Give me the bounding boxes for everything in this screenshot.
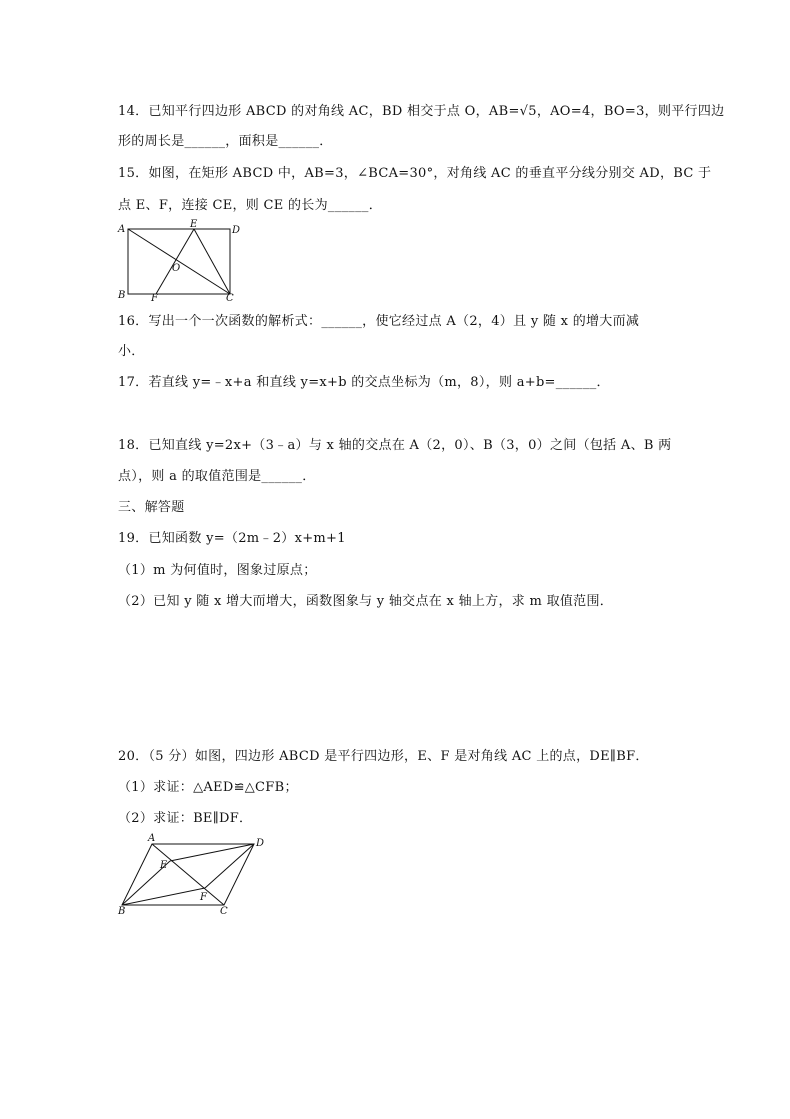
q15-line2: 点 E、F，连接 CE，则 CE 的长为______．: [118, 198, 383, 213]
section-heading: 三、解答题: [118, 500, 185, 515]
label-e: E: [160, 860, 168, 871]
q16-line1: 16．写出一个一次函数的解析式：______，使它经过点 A（2，4）且 y 随 x 的增大而减: [118, 314, 640, 329]
label-a: A: [148, 833, 156, 844]
label-b: B: [118, 906, 126, 917]
q17-line1: 17．若直线 y=﹣x+a 和直线 y=x+b 的交点坐标为（m，8），则 a+b=______．: [118, 375, 610, 390]
segment-de: [170, 844, 254, 861]
diagonal-ac: [152, 844, 224, 905]
q20-part2: （2）求证：BE∥DF．: [118, 811, 253, 826]
q20-part1: （1）求证：△AED≌△CFB；: [118, 780, 298, 795]
q16-line2: 小．: [118, 344, 145, 359]
label-e: E: [190, 219, 198, 230]
q19-line1: 19．已知函数 y=（2m﹣2）x+m+1: [118, 531, 346, 546]
q18-line1: 18．已知直线 y=2x+（3﹣a）与 x 轴的交点在 A（2，0）、B（3，0）之间（包括 A、B 两: [118, 438, 672, 453]
label-f: F: [200, 892, 207, 903]
label-o: O: [172, 263, 181, 274]
perpendicular-bisector-ef: [156, 229, 194, 294]
q18-line2: 点），则 a 的取值范围是______．: [118, 469, 316, 484]
label-d: D: [232, 225, 241, 236]
label-c: C: [226, 293, 234, 304]
q20-figure-parallelogram: [112, 832, 272, 917]
segment-ce: [194, 229, 230, 294]
label-f: F: [151, 293, 158, 304]
q20-line1: 20．（5 分）如图，四边形 ABCD 是平行四边形，E、F 是对角线 AC 上的点，DE∥BF．: [118, 749, 649, 764]
segment-bf: [122, 888, 205, 905]
segment-df: [205, 844, 254, 888]
label-d: D: [256, 838, 265, 849]
q19-part2: （2）已知 y 随 x 增大而增大，函数图象与 y 轴交点在 x 轴上方，求 m 取值范围．: [118, 594, 614, 609]
label-c: C: [220, 906, 228, 917]
q19-part1: （1）m 为何值时，图象过原点；: [118, 563, 317, 578]
q15-line1: 15．如图，在矩形 ABCD 中，AB=3，∠BCA=30°，对角线 AC 的垂直平分线分别交 AD，BC 于: [118, 166, 712, 181]
q14-line1: 14．已知平行四边形 ABCD 的对角线 AC，BD 相交于点 O，AB=√5，AO=4，BO=3，则平行四边: [118, 104, 725, 119]
label-a: A: [118, 224, 126, 235]
q14-line2: 形的周长是______，面积是______．: [118, 134, 333, 149]
diagonal-ac: [128, 229, 230, 294]
q15-figure-rectangle: [112, 218, 252, 303]
label-b: B: [118, 290, 126, 301]
